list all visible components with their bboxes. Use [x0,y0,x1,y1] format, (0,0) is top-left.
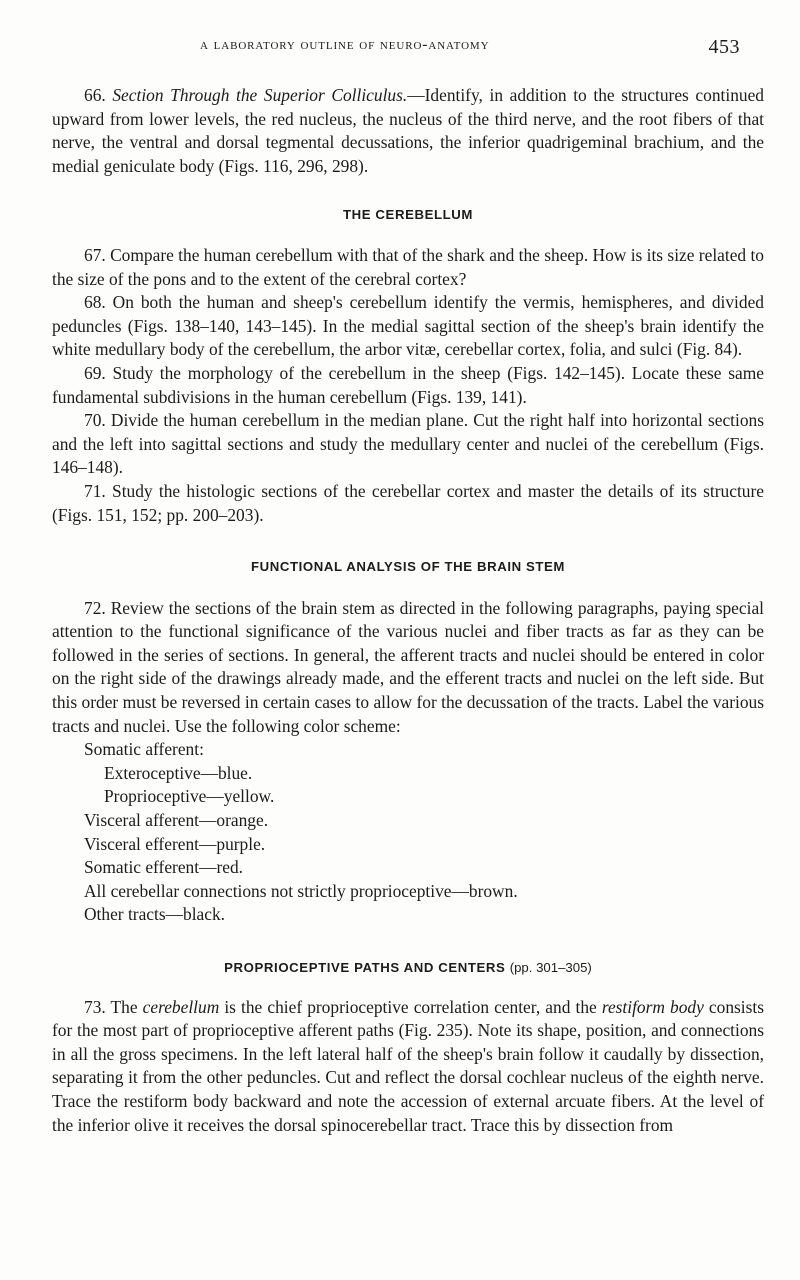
heading-functional-analysis: FUNCTIONAL ANALYSIS OF THE BRAIN STEM [250,559,566,575]
paragraph-67: 67. Compare the human cerebellum with that of the shark and the sheep. How is its size related to the size of the pons and to the extent of the cerebral cortex? [52,244,764,289]
heading-cerebellum: THE CEREBELLUM [342,207,474,223]
scheme-somatic-efferent: Somatic efferent—red. [84,857,244,878]
body-text [52,84,764,1137]
heading-proprioceptive-title: PROPRIOCEPTIVE PATHS AND CENTERS [224,960,506,975]
paragraph-66-lead: Section Through the Superior Colliculus. [112,85,408,105]
page-number: 453 [708,36,740,58]
term-cerebellum: cerebellum [142,996,220,1017]
paragraph-73 [52,996,764,1138]
paragraph-71: 71. Study the histologic sections of the cerebellar cortex and master the details of its structure (Figs. 151, 152; pp. 200–203). [52,480,764,525]
paragraph-73-rest: consists for the most part of proprioceptive afferent paths (Fig. 235). Note its shape, position, and connections in all the gross specimens. In the left lateral half of the sheep's brain follow it caudally by dissection, separating it from the other peduncles. Cut and reflect the dorsal cochlear nucleus of the eighth nerve. Trace the restiform body backward and note the accession of external arcuate fibers. At the level of the inferior olive it receives the dorsal spinocerebellar tract. Trace this by dissection from [52,996,765,1135]
scheme-visceral-afferent: Visceral afferent—orange. [84,810,269,831]
running-title: a laboratory outline of neuro-anatomy [200,36,490,53]
running-head [0,36,800,60]
scheme-visceral-efferent: Visceral efferent—purple. [84,833,266,854]
scheme-other-tracts: Other tracts—black. [84,904,226,925]
paragraph-66-number: 66. [84,85,113,105]
paragraph-66-text: —Identify, in addition to the structures continued upward from lower levels, the red nucleus, the nucleus of the third nerve, and the root fibers of that nerve, the ventral and dorsal tegmental decussations, the inferior quadrigeminal brachium, and the medial geniculate body (Figs. 116, 296, 298). [52,85,765,176]
scheme-somatic-afferent: Somatic afferent: [84,739,204,760]
paragraph-70: 70. Divide the human cerebellum in the median plane. Cut the right half into horizontal sections and the left into sagittal sections and study the medullary center and nuclei of the cerebellum (Figs. 146–148). [52,410,764,478]
scheme-exteroceptive: Exteroceptive—blue. [104,762,253,783]
term-restiform-body: restiform body [601,996,704,1017]
color-scheme-list [52,738,764,927]
paragraph-72: 72. Review the sections of the brain stem as directed in the following paragraphs, paying special attention to the functional significance of the various nuclei and fiber tracts as far as they can be followed in the series of sections. In general, the afferent tracts and nuclei should be entered in color on the right side of the drawings already made, and the efferent tracts and nuclei on the left side. But this order must be reversed in certain cases to allow for the decussation of the tracts. Label the various tracts and nuclei. Use the following color scheme: [52,597,764,736]
paragraph-69: 69. Study the morphology of the cerebellum in the sheep (Figs. 142–145). Locate these same fundamental subdivisions in the human cerebellum (Figs. 139, 141). [52,362,764,407]
scheme-proprioceptive: Proprioceptive—yellow. [104,786,275,807]
heading-proprioceptive-pages: (pp. 301–305) [509,960,592,975]
paragraph-66 [52,84,764,178]
paragraph-73-number: 73. The [84,996,143,1017]
heading-proprioceptive-paths [52,956,764,980]
scheme-cerebellar-connections: All cerebellar connections not strictly proprioceptive—brown. [84,880,518,901]
paragraph-73-mid: is the chief proprioceptive correlation center, and the [219,996,602,1017]
paragraph-68: 68. On both the human and sheep's cerebellum identify the vermis, hemispheres, and divided peduncles (Figs. 138–140, 143–145). In the medial sagittal section of the sheep's brain identify the white medullary body of the cerebellum, the arbor vitæ, cerebellar cortex, folia, and sulci (Fig. 84). [52,292,764,360]
